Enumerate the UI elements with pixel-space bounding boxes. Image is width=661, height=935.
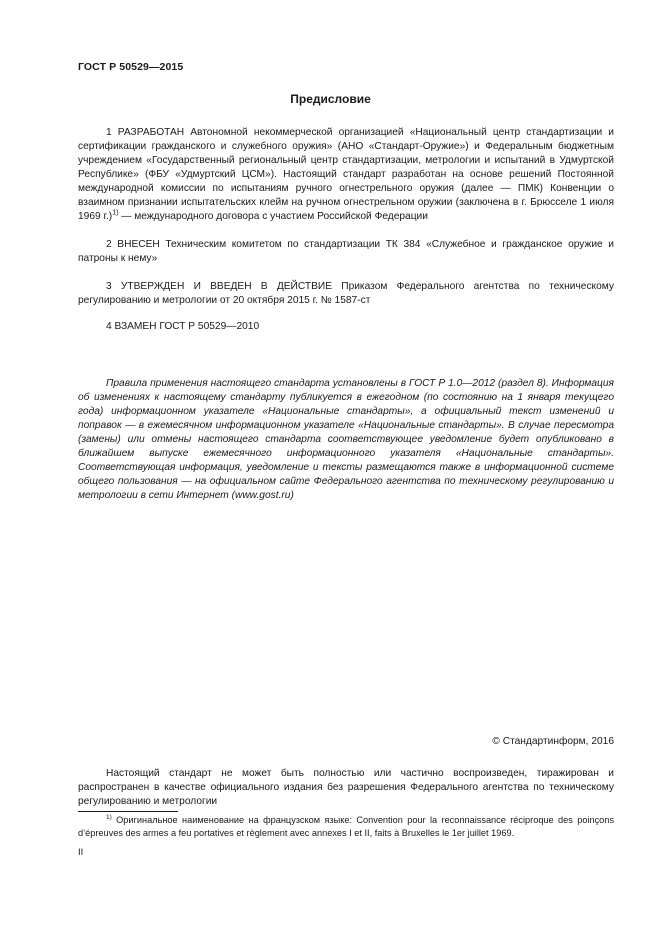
reproduction-notice-text: Настоящий стандарт не может быть полностью или частично воспроизведен, тиражирован и распространен в качестве официального издания без разрешения Федерального агентства по техническому регулированию и метрологии <box>78 768 614 807</box>
footnote-text: Оригинальное наименование на французском языке: Convention pour la reconnaissance réciproque des poinçons d’épreuves des armes a feu portatives et règlement avec annexes I et II, faits à Bruxelles le 1er juillet 1969. <box>78 815 614 838</box>
application-rules-text: Правила применения настоящего стандарта установлены в ГОСТ Р 1.0—2012 (раздел 8). Информация об изменениях к настоящему стандарту публикуется в ежегодном (по состоянию на 1 января текущего года) информационном указателе «Национальные стандарты», а официальный текст изменений и поправок — в ежемесячном информационном указателе «Национальные стандарты». В случае пересмотра (замены) или отмены настоящего стандарта соответствующее уведомление будет опубликовано в ближайшем выпуске ежемесячного информационного указателя «Национальные стандарты». Соответствующая информация, уведомление и тексты размещаются также в информационной системе общего пользования — на официальном сайте Федерального агентства по техническому регулированию и метрологии в сети Интернет (www.gost.ru) <box>78 378 614 501</box>
reproduction-notice <box>78 767 614 809</box>
page-title: Предисловие <box>290 92 371 106</box>
footnote-mark: 1) <box>106 813 112 821</box>
document-id-header: ГОСТ Р 50529—2015 <box>78 61 184 73</box>
footnote-divider <box>78 811 178 812</box>
paragraph-replaces-text: 4 ВЗАМЕН ГОСТ Р 50529—2010 <box>106 321 260 332</box>
application-rules-notice <box>78 377 614 503</box>
copyright-notice: © Стандартинформ, 2016 <box>492 736 614 747</box>
paragraph-replaces <box>78 320 614 334</box>
paragraph-developed <box>78 126 614 224</box>
paragraph-approved-text: 3 УТВЕРЖДЕН И ВВЕДЕН В ДЕЙСТВИЕ Приказом Федерального агентства по техническому регулированию и метрологии от 20 октября 2015 г. № 1587-ст <box>78 281 614 306</box>
paragraph-introduced-text: 2 ВНЕСЕН Техническим комитетом по стандартизации ТК 384 «Служебное и гражданское оружие и патроны к нему» <box>78 239 614 264</box>
paragraph-approved <box>78 280 614 308</box>
paragraph-introduced <box>78 238 614 266</box>
paragraph-developed-tail: — международного договора с участием Российской Федерации <box>118 211 428 222</box>
page-number: II <box>78 847 84 858</box>
paragraph-developed-text: 1 РАЗРАБОТАН Автономной некоммерческой организацией «Национальный центр стандартизации и сертификации гражданского и служебного оружия» (АНО «Стандарт-Оружие») и Федеральным бюджетным учреждением «Государственный региональный центр стандартизации, метрологии и испытаний в Удмуртской Республике» (ФБУ «Удмуртский ЦСМ»). Настоящий стандарт разработан на основе решений Постоянной международной комиссии по испытаниям ручного огнестрельного оружия (далее — ПМК) Конвенции о взаимном признании испытательских клейм на ручном огнестрельном оружии (заключена в г. Брюсселе 1 июля 1969 г.) <box>78 127 614 222</box>
footnote <box>78 814 614 839</box>
footnote-reference: 1) <box>112 209 119 217</box>
